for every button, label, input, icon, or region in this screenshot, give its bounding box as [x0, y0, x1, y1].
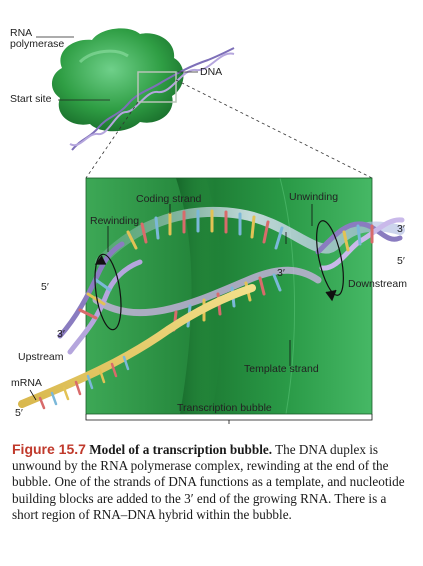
label-5prime-right: 5′	[397, 255, 405, 267]
label-5prime-left: 5′	[41, 281, 49, 293]
label-rewinding: Rewinding	[90, 215, 140, 227]
label-coding-strand: Coding strand	[136, 193, 202, 205]
label-rna-polymerase: RNA polymerase	[10, 27, 65, 50]
label-3prime-right-top: 3′	[397, 223, 405, 235]
label-template-strand: Template strand	[244, 363, 319, 375]
label-3prime-mid: 3′	[277, 267, 285, 279]
label-start-site: Start site	[10, 93, 52, 105]
label-unwinding: Unwinding	[289, 191, 339, 203]
label-3prime-left: 3′	[57, 328, 65, 340]
figure-number: Figure 15.7	[12, 441, 86, 457]
figure-title: Model of a transcription bubble.	[89, 442, 273, 457]
label-transcription-bubble: Transcription bubble	[177, 402, 272, 414]
figure-caption	[12, 441, 412, 523]
label-5prime-mrna: 5′	[15, 407, 23, 419]
caption-body: The DNA duplex is unwound by the RNA polymerase complex, rewinding at the end of the bubble. One of the strands of DNA functions as a template, and nucleotide building blocks are added to the 3′ end of the growing RNA. There is a short region of RNA–DNA hybrid within the bubble.	[12, 442, 405, 522]
label-mrna: mRNA	[11, 377, 42, 389]
label-dna: DNA	[200, 66, 223, 78]
label-upstream: Upstream	[18, 351, 64, 363]
label-downstream: Downstream	[348, 278, 407, 290]
